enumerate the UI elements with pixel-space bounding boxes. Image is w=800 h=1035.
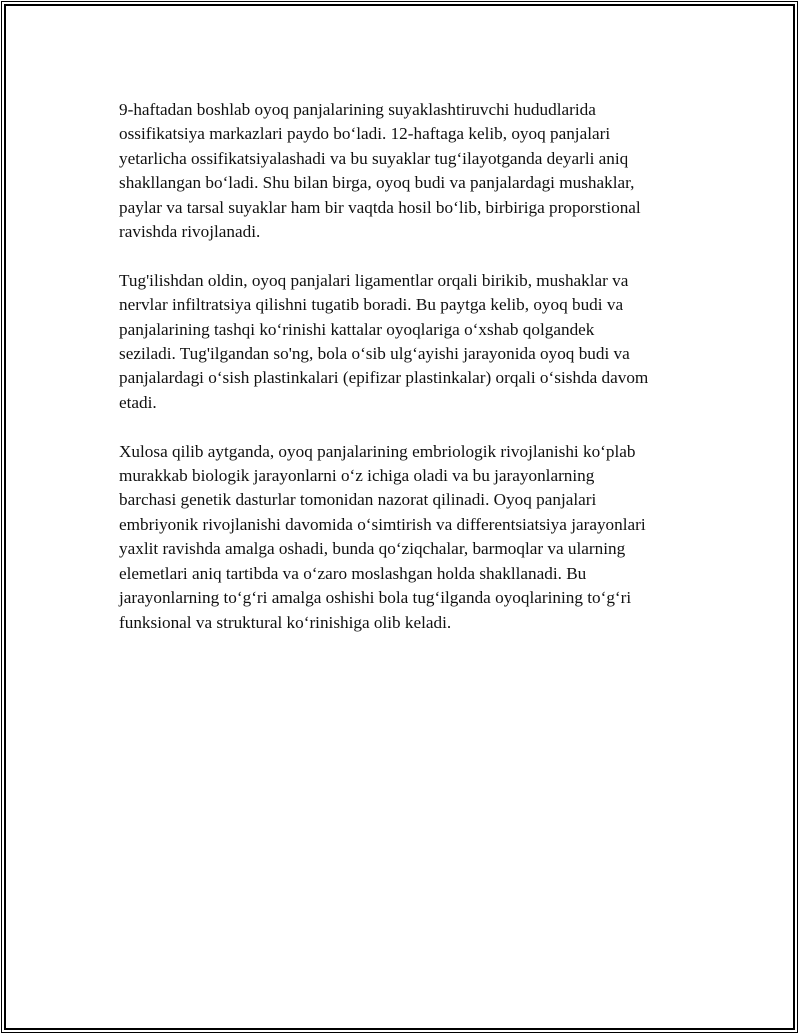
text-line: ravishda rivojlanadi.: [119, 222, 261, 242]
text-line: yaxlit ravishda amalga oshadi, bunda qo‘ziqchalar, barmoqlar va ularning: [119, 539, 626, 559]
text-line: funksional va struktural ko‘rinishiga olib keladi.: [119, 612, 452, 632]
text-line: seziladi. Tug'ilgandan so'ng, bola o‘sib ulg‘ayishi jarayonida oyoq budi va: [119, 344, 630, 364]
document-body: [119, 98, 685, 635]
text-line: murakkab biologik jarayonlarni o‘z ichiga oladi va bu jarayonlarning: [119, 466, 595, 486]
text-line: panjalarining tashqi ko‘rinishi kattalar oyoqlariga o‘xshab qolgandek: [119, 319, 595, 339]
text-line: shakllangan bo‘ladi. Shu bilan birga, oyoq budi va panjalardagi mushaklar,: [119, 173, 635, 193]
text-line: nervlar infiltratsiya qilishni tugatib boradi. Bu paytga kelib, oyoq budi va: [119, 295, 624, 315]
text-line: paylar va tarsal suyaklar ham bir vaqtda hosil bo‘lib, birbiriga proporstional: [119, 197, 641, 217]
text-line: yetarlicha ossifikatsiyalashadi va bu suyaklar tug‘ilayotganda deyarli aniq: [119, 148, 629, 168]
paragraph-2: [119, 269, 685, 415]
text-line: 9-haftadan boshlab oyoq panjalarining suyaklashtiruvchi hududlarida: [119, 100, 596, 119]
page-frame: [4, 4, 795, 1030]
text-line: jarayonlarning to‘g‘ri amalga oshishi bola tug‘ilganda oyoqlarining to‘g‘ri: [119, 588, 632, 608]
text-line: Xulosa qilib aytganda, oyoq panjalarining embriologik rivojlanishi ko‘plab: [119, 441, 636, 461]
paragraph-3: [119, 440, 685, 635]
text-line: ossifikatsiya markazlari paydo bo‘ladi. 12-haftaga kelib, oyoq panjalari: [119, 124, 611, 144]
paragraph-1: [119, 98, 685, 244]
text-line: panjalardagi o‘sish plastinkalari (epifizar plastinkalar) orqali o‘sishda davom: [119, 368, 649, 388]
text-line: elemetlari aniq tartibda va o‘zaro moslashgan holda shakllanadi. Bu: [119, 563, 587, 583]
text-line: etadi.: [119, 392, 157, 412]
text-line: embriyonik rivojlanishi davomida o‘simtirish va differentsiatsiya jarayonlari: [119, 514, 646, 534]
text-line: barchasi genetik dasturlar tomonidan nazorat qilinadi. Oyoq panjalari: [119, 490, 597, 510]
text-line: Tug'ilishdan oldin, oyoq panjalari ligamentlar orqali birikib, mushaklar va: [119, 270, 629, 290]
